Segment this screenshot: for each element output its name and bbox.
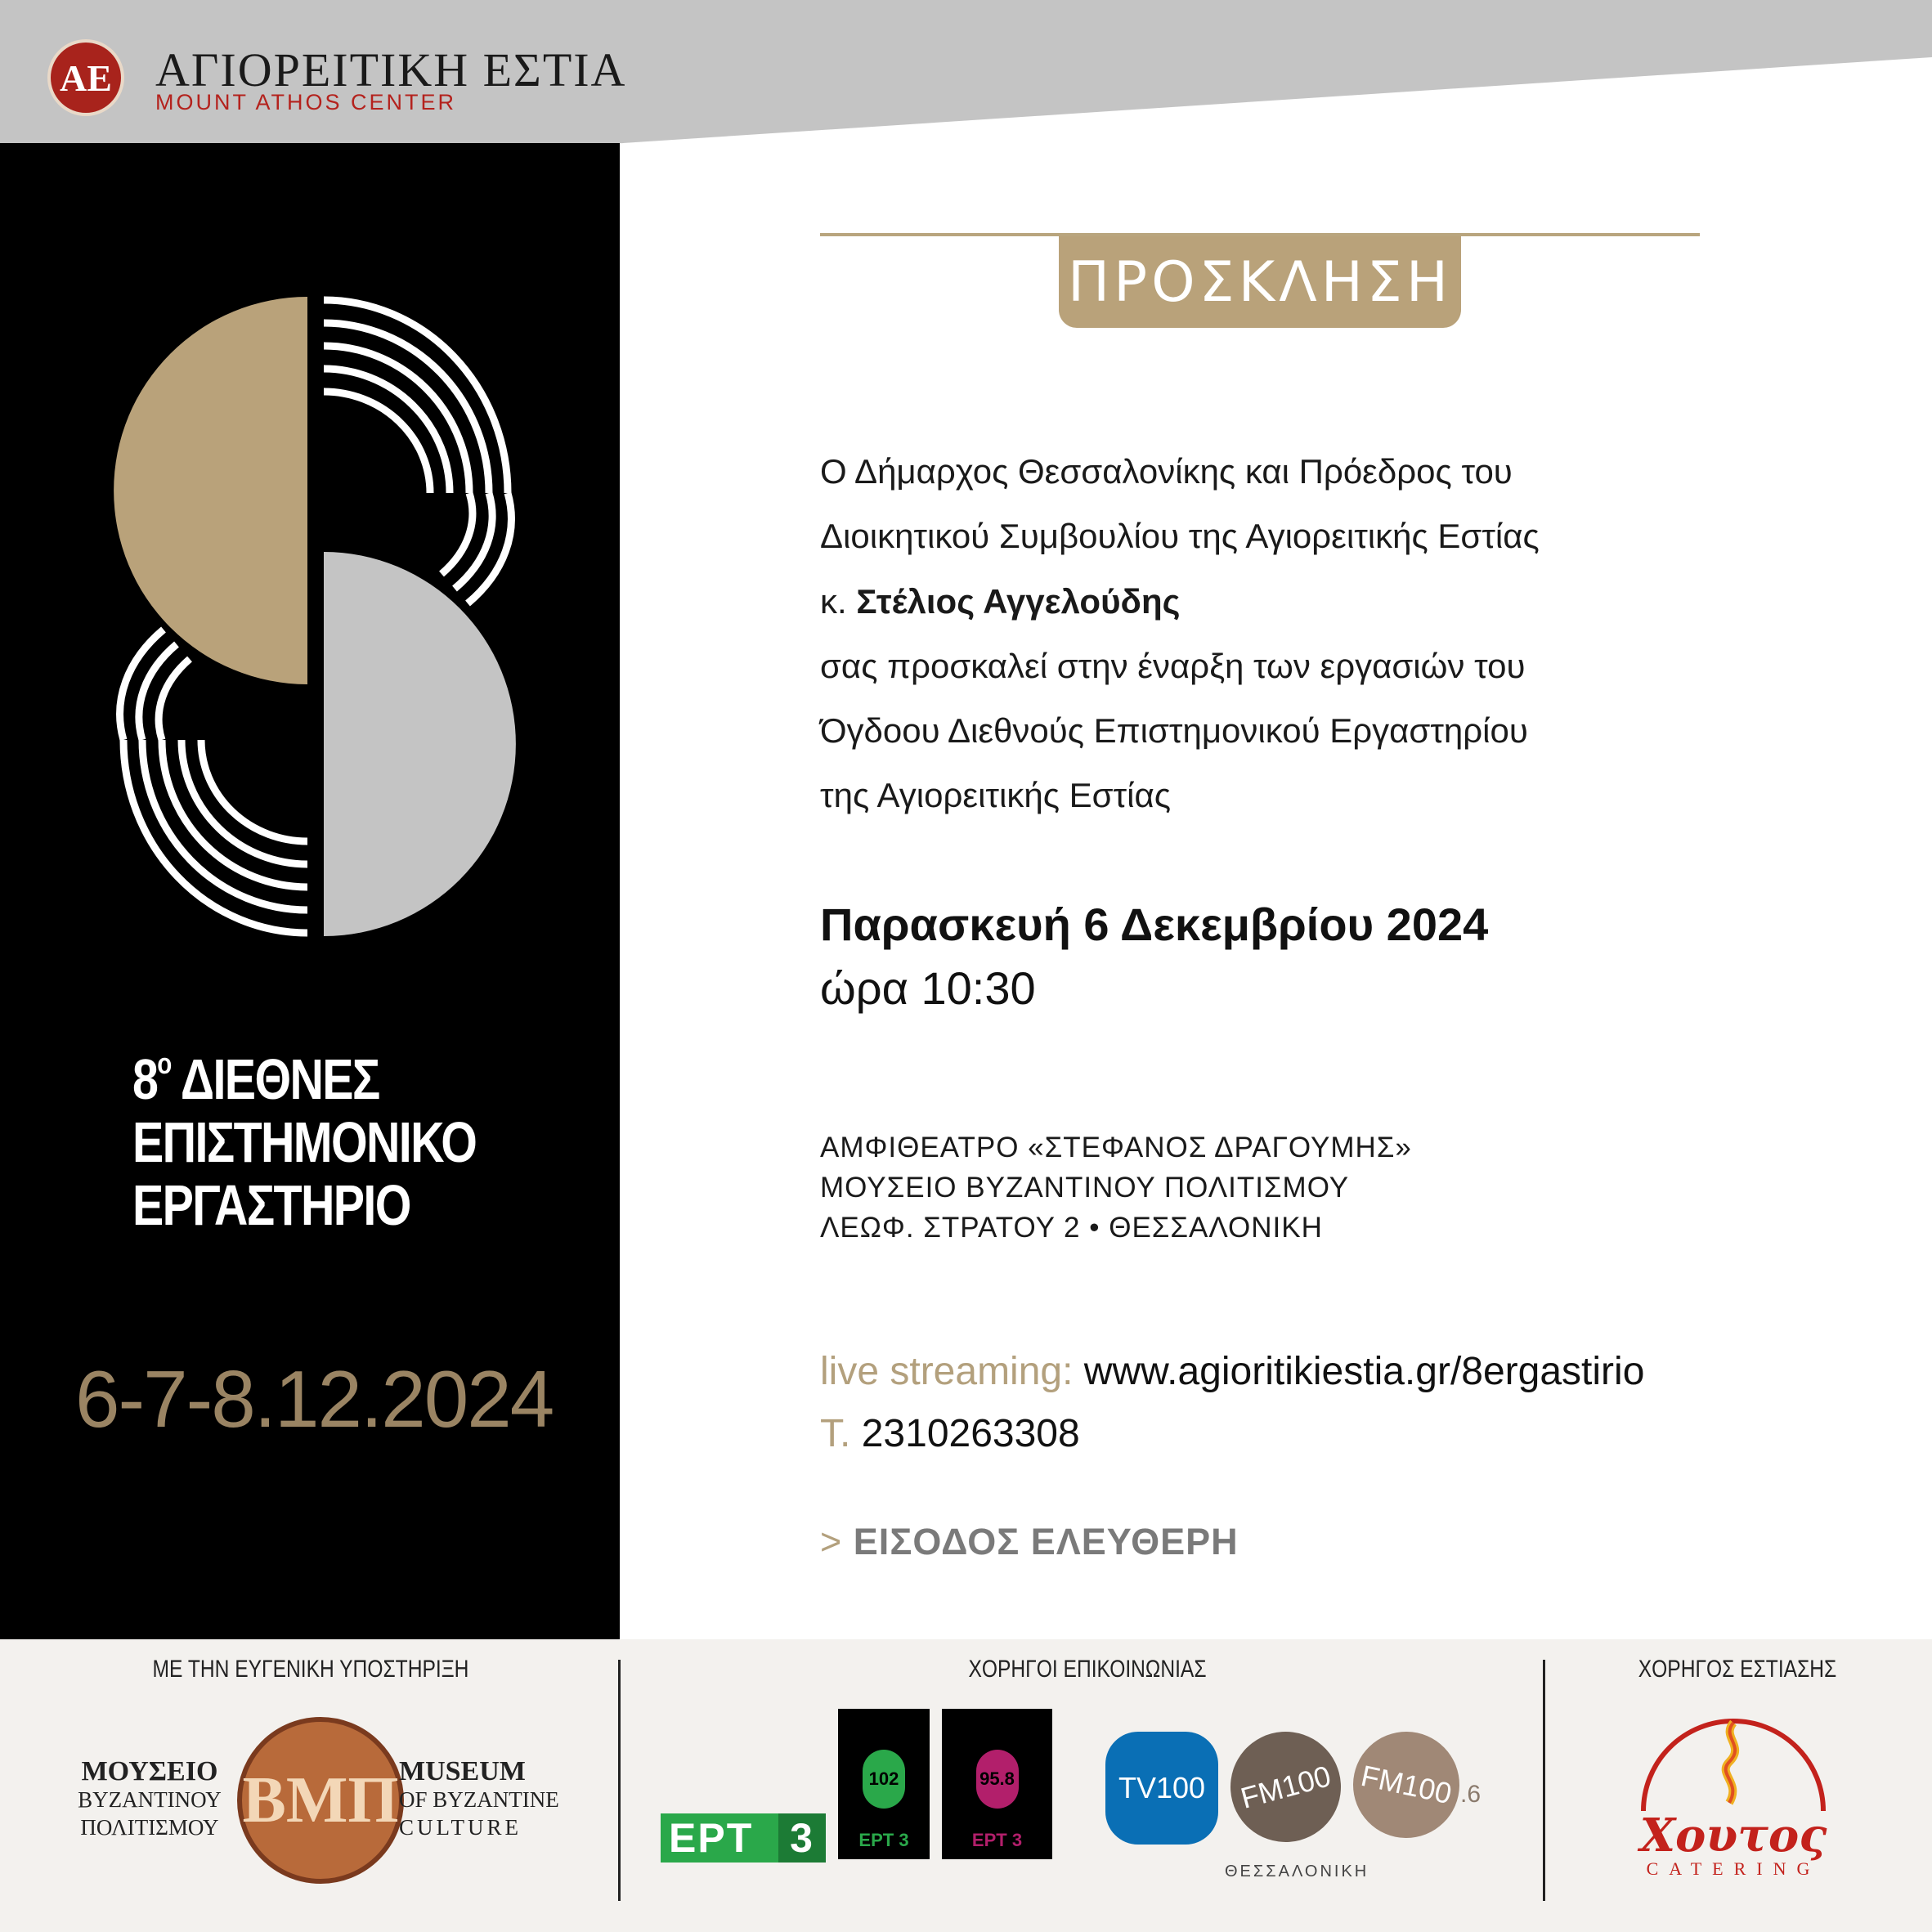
museum-name-english: MUSEUM OF BYZANTINE CULTURE [399,1756,559,1840]
workshop-title-line-2: ΕΠΙΣΤΗΜΟΝΙΚΟ [132,1110,477,1174]
free-entry: > ΕΙΣΟΔΟΣ ΕΛΕΥΘΕΡΗ [820,1521,1239,1562]
body-line-1: Ο Δήμαρχος Θεσσαλονίκης και Πρόεδρος του [820,452,1513,491]
body-line-6: της Αγιορειτικής Εστίας [820,776,1172,814]
ert3-radio-102-logo: 102 ΕΡΤ 3 [838,1709,930,1859]
footer-divider-2 [1543,1660,1545,1901]
workshop-title-line-3: ΕΡΓΑΣΤΗΡΙΟ [132,1173,410,1237]
ert3-logo: ΕΡΤ 3 [661,1813,826,1863]
eight-emblem-icon [0,0,620,1063]
venue-line-2: ΜΟΥΣΕΙΟ ΒΥΖΑΝΤΙΝΟΥ ΠΟΛΙΤΙΣΜΟΥ [820,1172,1350,1204]
microphone-icon: 102 [863,1750,905,1809]
chevron-right-icon: > [820,1521,843,1562]
microphone-icon: 95.8 [976,1750,1019,1809]
workshop-title-line-1: $8^o$ ΔΙΕΘΝΕΣ [132,1047,379,1111]
thessaloniki-label: ΘΕΣΣΑΛΟΝΙΚΗ [1225,1863,1369,1880]
phone-line [820,1411,1080,1456]
streaming-label: live streaming: [820,1350,1074,1393]
event-time: ώρα 10:30 [820,962,1036,1014]
host-name: Στέλιος Αγγελούδης [856,582,1181,621]
body-line-2: Διοικητικού Συμβουλίου της Αγιορειτικής Εστίας [820,517,1540,555]
museum-seal-icon: ΒΜΠ [237,1717,404,1884]
support-title: ΜΕ ΤΗΝ ΕΥΓΕΝΙΚΗ ΥΠΟΣΤΗΡΙΞΗ [152,1656,469,1683]
phone-number[interactable]: 2310263308 [861,1412,1080,1455]
catering-name: Χουτος [1639,1809,1827,1863]
venue-line-1: ΑΜΦΙΘΕΑΤΡΟ «ΣΤΕΦΑΝΟΣ ΔΡΑΓΟΥΜΗΣ» [820,1132,1412,1163]
phone-label: Τ. [820,1412,851,1455]
event-date: Παρασκευή 6 Δεκεμβρίου 2024 [820,899,1489,950]
invitation-badge: ΠΡΟΣΚΛΗΣΗ [1059,236,1461,328]
catering-subtitle: CATERING [1646,1858,1821,1879]
media-sponsors-title: ΧΟΡΗΓΟΙ ΕΠΙΚΟΙΝΩΝΙΑΣ [968,1656,1207,1683]
org-name-english: MOUNT ATHOS CENTER [155,90,457,114]
body-line-3: κ. Στέλιος Αγγελούδης [820,582,1181,621]
venue-line-3: ΛΕΩΦ. ΣΤΡΑΤΟΥ 2 • ΘΕΣΣΑΛΟΝΙΚΗ [820,1212,1323,1244]
fm1006-suffix: .6 [1460,1781,1481,1808]
footer-divider-1 [618,1660,621,1901]
body-line-4: σας προσκαλεί στην έναρξη των εργασιών του [820,647,1526,685]
museum-name-greek: ΜΟΥΣΕΙΟ ΒΥΖΑΝΤΙΝΟΥ ΠΟΛΙΤΙΣΜΟΥ [78,1756,222,1840]
streaming-line [820,1349,1644,1394]
org-name-greek: ΑΓΙΟΡΕΙΤΙΚΗ ΕΣΤΙΑ [155,43,627,96]
streaming-link[interactable]: www.agioritikiestia.gr/8ergastirio [1083,1350,1645,1393]
ert3-radio-958-logo: 95.8 ΕΡΤ 3 [942,1709,1052,1859]
mount-athos-logo-icon: ΑΕ [47,39,124,116]
fm100-logo: FM100 [1218,1719,1353,1854]
catering-sponsor-title: ΧΟΡΗΓΟΣ ΕΣΤΙΑΣΗΣ [1638,1656,1837,1683]
tv100-logo: TV100 [1105,1732,1218,1845]
body-line-5: Όγδοου Διεθνούς Επιστημονικού Εργαστηρίου [820,711,1528,750]
workshop-dates: 6-7-8.12.2024 [75,1354,554,1444]
fm1006-logo: FM100 [1343,1722,1469,1848]
